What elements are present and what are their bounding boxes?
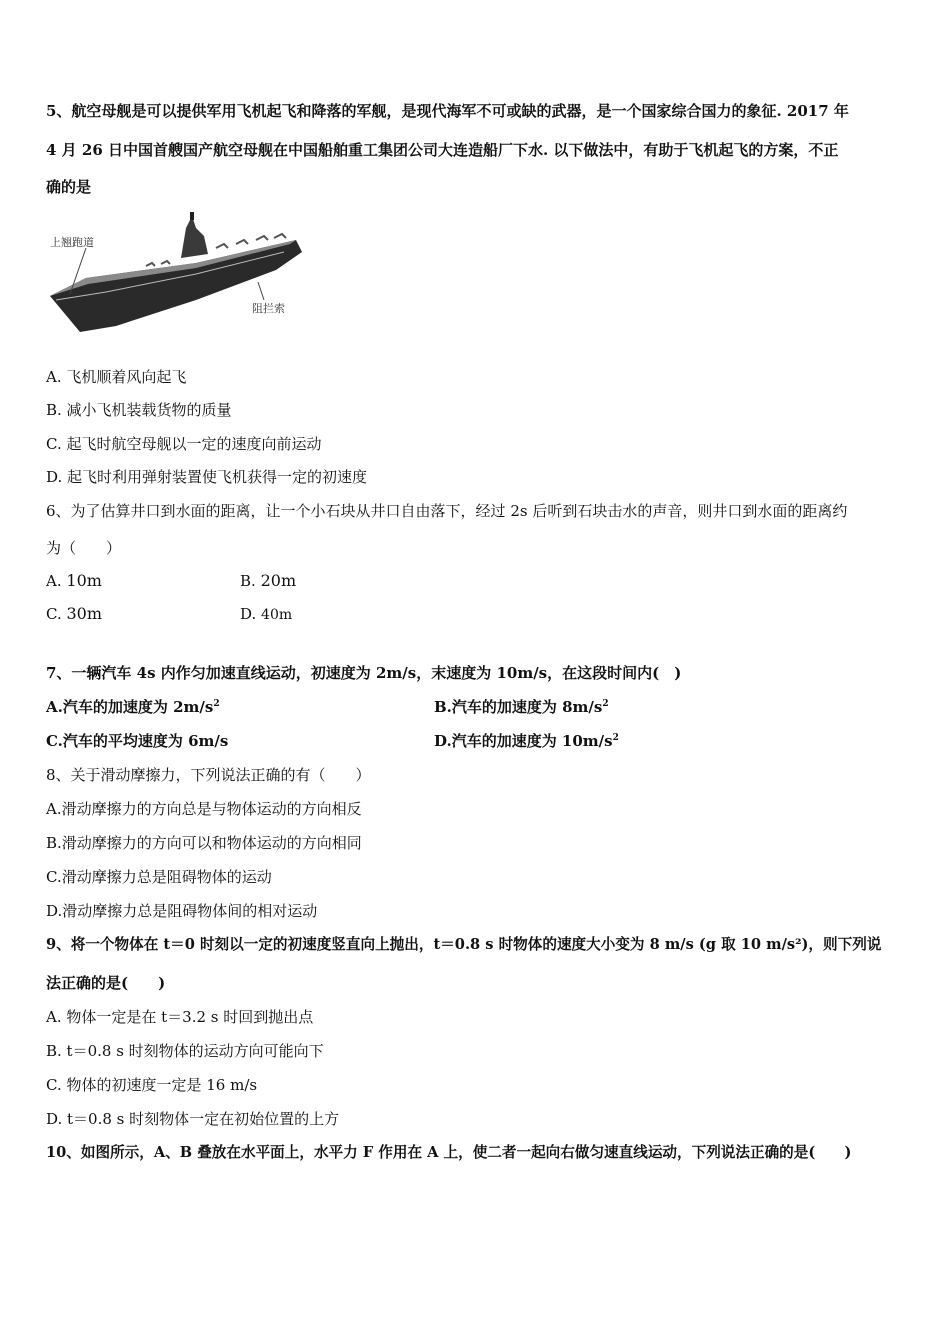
option-letter: B. — [240, 572, 256, 590]
option-text: B.汽车的加速度为 8m/s — [434, 698, 603, 716]
q7-stem: 7、一辆汽车 4s 内作匀加速直线运动，初速度为 2m/s，末速度为 10m/s，在这段时间内( ) — [46, 664, 682, 682]
q8-stem: 8、关于滑动摩擦力，下列说法正确的有（ ） — [46, 766, 371, 784]
q5-stem-line1: 5、航空母舰是可以提供军用飞机起飞和降落的军舰，是现代海军不可或缺的武器，是一个国家综合国力的象征. 2017 年 — [46, 102, 849, 120]
q5-option-a[interactable]: A. 飞机顺着风向起飞 — [46, 368, 187, 386]
option-sup: 2 — [213, 699, 220, 709]
q7-option-b[interactable] — [434, 697, 609, 717]
q9-option-d[interactable]: D. t＝0.8 s 时刻物体一定在初始位置的上方 — [46, 1110, 340, 1128]
option-sup: 2 — [612, 733, 619, 743]
q8-option-d[interactable]: D.滑动摩擦力总是阻碍物体间的相对运动 — [46, 902, 318, 920]
option-value: 30m — [66, 604, 103, 623]
aircraft-carrier-figure — [46, 208, 308, 338]
q5-option-b[interactable]: B. 减小飞机装载货物的质量 — [46, 401, 232, 419]
q6-stem-line2: 为（ ） — [46, 539, 122, 557]
q7-option-c[interactable] — [46, 731, 228, 751]
q7-option-d[interactable] — [434, 731, 619, 751]
option-text: A.汽车的加速度为 2m/s — [46, 698, 214, 716]
q6-option-c[interactable] — [46, 604, 102, 624]
option-sup: 2 — [602, 699, 609, 709]
q9-option-b[interactable]: B. t＝0.8 s 时刻物体的运动方向可能向下 — [46, 1042, 324, 1060]
q6-option-b[interactable] — [240, 571, 296, 591]
q7-option-a[interactable] — [46, 697, 220, 717]
q6-stem-line1: 6、为了估算井口到水面的距离，让一个小石块从井口自由落下，经过 2s 后听到石块击水的声音，则井口到水面的距离约 — [46, 502, 848, 520]
option-text: D.汽车的加速度为 10m/s — [434, 732, 613, 750]
q9-option-a[interactable]: A. 物体一定是在 t＝3.2 s 时回到抛出点 — [46, 1008, 314, 1026]
q8-option-c[interactable]: C.滑动摩擦力总是阻碍物体的运动 — [46, 868, 272, 886]
q6-option-d[interactable] — [240, 604, 292, 625]
option-letter: D. — [240, 605, 257, 623]
q5-option-c[interactable]: C. 起飞时航空母舰以一定的速度向前运动 — [46, 435, 322, 453]
q10-stem: 10、如图所示，A、B 叠放在水平面上，水平力 F 作用在 A 上，使二者一起向右做匀速直线运动，下列说法正确的是( ) — [46, 1144, 852, 1161]
q5-option-d[interactable]: D. 起飞时利用弹射装置使飞机获得一定的初速度 — [46, 468, 368, 486]
q9-stem-line1: 9、将一个物体在 t＝0 时刻以一定的初速度竖直向上抛出，t＝0.8 s 时物体的速度大小变为 8 m/s (g 取 10 m/s²)，则下列说 — [46, 936, 882, 953]
option-text: C.汽车的平均速度为 6m/s — [46, 732, 229, 750]
option-letter: C. — [46, 605, 62, 623]
q9-stem-line2: 法正确的是( ) — [46, 974, 166, 992]
option-letter: A. — [46, 572, 62, 590]
q6-option-a[interactable] — [46, 571, 102, 591]
option-value: 10m — [66, 571, 102, 590]
runway-label: 上翘跑道 — [50, 236, 94, 249]
option-value: 20m — [260, 571, 297, 590]
q5-stem-line2: 4 月 26 日中国首艘国产航空母舰在中国船舶重工集团公司大连造船厂下水. 以下做法中，有助于飞机起飞的方案，不正 — [46, 141, 839, 159]
q8-option-b[interactable]: B.滑动摩擦力的方向可以和物体运动的方向相同 — [46, 834, 362, 852]
option-value: 40m — [261, 607, 293, 623]
q9-option-c[interactable]: C. 物体的初速度一定是 16 m/s — [46, 1076, 258, 1094]
q5-stem-line3: 确的是 — [46, 178, 92, 196]
q8-option-a[interactable]: A.滑动摩擦力的方向总是与物体运动的方向相反 — [46, 800, 362, 818]
arresting-cable-label: 阻拦索 — [252, 302, 285, 315]
